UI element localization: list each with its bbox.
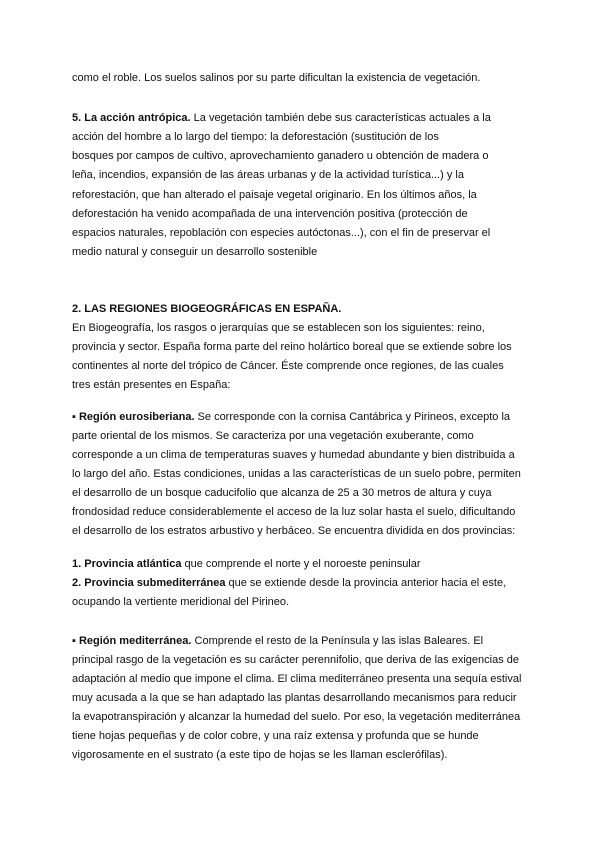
text-line [72, 448, 515, 462]
text-line [72, 653, 519, 667]
text-line [72, 595, 289, 609]
text-span: ocupando la vertiente meridional del Pirineo. [72, 596, 290, 608]
region-mediterranea-line-1 [72, 634, 483, 648]
text-span: reforestación, que han alterado el paisaje vegetal originario. En los últimos años, la [72, 189, 477, 201]
text-span: deforestación ha venido acompañada de una intervención positiva (protección de [72, 208, 468, 220]
text-span: tres están presentes en España: [72, 379, 231, 391]
text-span: Se corresponde con la cornisa Cantábrica y Pirineos, excepto la [194, 411, 511, 423]
text-span: Comprende el resto de la Península y las islas Baleares. El [191, 635, 484, 647]
text-span: leña, incendios, expansión de las áreas urbanas y de la actividad turística...) y la [72, 169, 464, 181]
text-span: el desarrollo de un bosque caducifolio que alcanza de 25 a 30 metros de altura y cuya [72, 487, 492, 499]
bullet-icon: ▪ [72, 635, 76, 647]
text-line [72, 486, 492, 500]
region-heading: Región mediterránea. [78, 635, 192, 647]
text-span: La vegetación también debe sus características actuales a la [190, 112, 491, 124]
text-line [72, 524, 515, 538]
text-line [72, 340, 512, 354]
text-span: muy acusada a la que se han adaptado las plantas desarrollando mecanismos para reducir [72, 692, 517, 704]
text-line [72, 691, 517, 705]
paragraph-accion-line-1 [72, 111, 491, 125]
bullet-icon: ▪ [72, 411, 76, 423]
text-span: provincia y sector. España forma parte del reino holártico boreal que se extiende sobre los [72, 341, 512, 353]
text-line [72, 226, 490, 240]
text-line [72, 207, 468, 221]
text-line [72, 130, 439, 144]
section-heading [72, 302, 341, 316]
text-span: bosques por campos de cultivo, aprovechamiento ganadero u obtención de madera o [72, 150, 489, 162]
section-heading-text: 2. LAS REGIONES BIOGEOGRÁFICAS EN ESPAÑA. [72, 303, 342, 315]
text-line [72, 149, 488, 163]
provincia-heading: 1. Provincia atlántica [72, 558, 182, 570]
text-line [72, 359, 504, 373]
paragraph-heading: 5. La acción antrópica. [72, 112, 191, 124]
text-span: corresponde a un clima de temperaturas suaves y humedad abundante y bien distribuida a [72, 449, 515, 461]
text-line [72, 467, 521, 481]
provincia-heading: 2. Provincia submediterránea [72, 577, 226, 589]
text-line [72, 505, 515, 519]
region-eurosiberiana-line-1 [72, 410, 510, 424]
text-span: adaptación al medio que impone el clima. El clima mediterráneo presenta una sequía estival [72, 673, 522, 685]
text-span: frondosidad reduce considerablemente el acceso de la luz solar hasta el suelo, dificultando [72, 506, 516, 518]
text-span: vigorosamente en el sustrato (a este tipo de hojas se les llaman esclerófilas). [72, 749, 448, 761]
text-line [72, 748, 447, 762]
text-span: medio natural y conseguir un desarrollo sostenible [72, 246, 318, 258]
text-span: el desarrollo de los estratos arbustivo y herbáceo. Se encuentra dividida en dos provincias: [72, 525, 516, 537]
text-span: como el roble. Los suelos salinos por su parte dificultan la existencia de vegetación. [72, 72, 481, 84]
text-line [72, 168, 464, 182]
text-span: la evapotranspiración y alcanzar la humedad del suelo. Por eso, la vegetación mediterránea [72, 711, 521, 723]
text-span: que se extiende desde la provincia anterior hacia el este, [225, 577, 507, 589]
text-line [72, 321, 485, 335]
text-span: continentes al norte del trópico de Cáncer. Éste comprende once regiones, de las cuales [72, 360, 504, 372]
text-line [72, 429, 474, 443]
text-span: tiene hojas pequeñas y de color cobre, y una raíz extensa y profunda que se hunde [72, 730, 479, 742]
text-line [72, 188, 477, 202]
text-span: espacios naturales, repoblación con especies autóctonas...), con el fin de preservar el [72, 227, 491, 239]
text-line [72, 672, 521, 686]
text-line [72, 710, 520, 724]
text-line [72, 729, 479, 743]
text-span: lo largo del año. Estas condiciones, unidas a las características de un suelo pobre, permiten [72, 468, 521, 480]
text-line [72, 378, 230, 392]
region-heading: Región eurosiberiana. [78, 411, 195, 423]
text-line [72, 71, 480, 85]
provincia-submediterranea-line [72, 576, 506, 590]
text-span: parte oriental de los mismos. Se caracteriza por una vegetación exuberante, como [72, 430, 474, 442]
text-span: que comprende el norte y el noroeste peninsular [181, 558, 421, 570]
text-line [72, 245, 317, 259]
text-span: En Biogeografía, los rasgos o jerarquías que se establecen son los siguientes: reino, [72, 322, 485, 334]
text-span: principal rasgo de la vegetación es su carácter perennifolio, que deriva de las exigencias de [72, 654, 519, 666]
text-span: acción del hombre a lo largo del tiempo: la deforestación (sustitución de los [72, 131, 439, 143]
provincia-atlantica-line [72, 557, 421, 571]
